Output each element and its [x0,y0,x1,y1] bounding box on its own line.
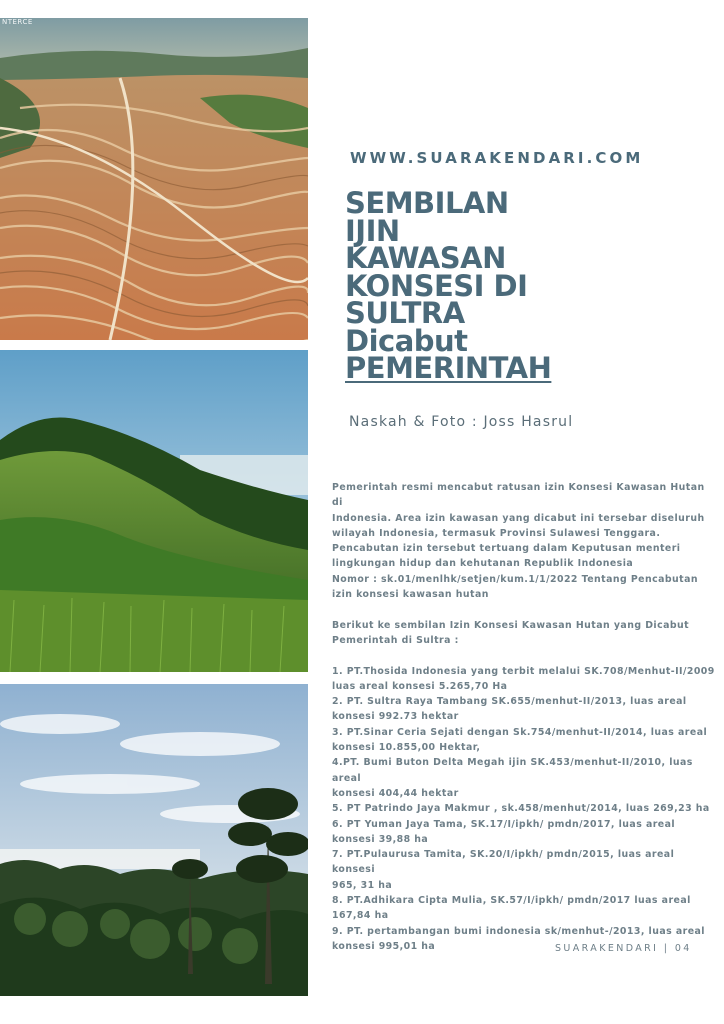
list-item [332,664,717,695]
page-footer: SUARAKENDARI | 04 [555,943,692,954]
title-line: SULTRA [345,296,465,330]
list-item-line: 167,84 ha [332,910,389,922]
list-item-line: 8. PT.Adhikara Cipta Mulia, SK.57/I/ipkh/ pmdn/2017 luas areal [332,895,691,907]
list-item [332,694,717,725]
list-item-line: 4.PT. Bumi Buton Delta Megah ijin SK.453/menhut-II/2010, luas areal [332,757,693,784]
forest-photo [0,684,308,996]
list-item [332,847,717,893]
list-item-line: konsesi 992.73 hektar [332,711,459,723]
article-body [332,480,717,954]
photo-watermark: NTERCE [2,18,33,26]
intro-line: Pemerintah resmi mencabut ratusan izin Konsesi Kawasan Hutan di [332,482,705,509]
title-line: Dicabut [345,323,468,358]
list-item-line: konsesi 10.855,00 Hektar, [332,742,481,754]
list-item-line: 2. PT. Sultra Raya Tambang SK.655/menhut-II/2013, luas areal [332,696,687,708]
intro-line: lingkungan hidup dan kehutanan Republik Indonesia [332,558,634,570]
list-item-line: 7. PT.Pulaurusa Tamita, SK.20/I/ipkh/ pmdn/2015, luas areal konsesi [332,849,675,876]
list-item [332,755,717,801]
intro-line: izin konsesi kawasan hutan [332,589,489,601]
article-title [345,186,705,385]
list-item-line: 965, 31 ha [332,879,393,891]
list-item-line: 1. PT.Thosida Indonesia yang terbit melalui SK.708/Menhut-II/2009 [332,665,715,677]
green-hill-photo [0,350,308,672]
list-item-line: konsesi 995,01 ha [332,940,436,952]
list-item-line: konsesi 404,44 hektar [332,787,459,799]
list-item-line: luas areal konsesi 5.265,70 Ha [332,680,508,692]
intro-line: Nomor : sk.01/menlhk/setjen/kum.1/1/2022 Tentang Pencabutan [332,573,699,585]
intro-line: wilayah Indonesia, termasuk Provinsi Sulawesi Tenggara. [332,527,661,539]
list-item [332,893,717,924]
aerial-clearing-photo [0,18,308,340]
list-item-line: 6. PT Yuman Jaya Tama, SK.17/I/ipkh/ pmdn/2017, luas areal [332,818,676,830]
title-line: KONSESI DI [345,268,528,303]
list-item [332,817,717,848]
title-line: PEMERINTAH [345,351,552,385]
intro-line: Pencabutan izin tersebut tertuang dalam Keputusan menteri [332,543,681,555]
list-item-line: 9. PT. pertambangan bumi indonesia sk/menhut-/2013, luas areal [332,925,705,937]
list-item [332,801,717,816]
title-line: SEMBILAN [345,186,509,220]
list-item-line: 5. PT Patrindo Jaya Makmur , sk.458/menhut/2014, luas 269,23 ha [332,803,710,815]
byline: Naskah & Foto : Joss Hasrul [349,414,574,430]
list-item [332,725,717,756]
site-url: WWW.SUARAKENDARI.COM [350,149,644,167]
list-intro-line: Pemerintah di Sultra : [332,634,459,646]
intro-line: Indonesia. Area izin kawasan yang dicabut ini tersebar diseluruh [332,512,705,524]
list-item-line: konsesi 39,88 ha [332,833,429,845]
list-intro-line: Berikut ke sembilan Izin Konsesi Kawasan Hutan yang Dicabut [332,619,690,631]
permit-list [332,664,717,955]
title-line: IJIN [345,213,400,248]
list-item-line: 3. PT.Sinar Ceria Sejati dengan Sk.754/menhut-II/2014, luas areal [332,726,708,738]
title-line: KAWASAN [345,241,506,275]
